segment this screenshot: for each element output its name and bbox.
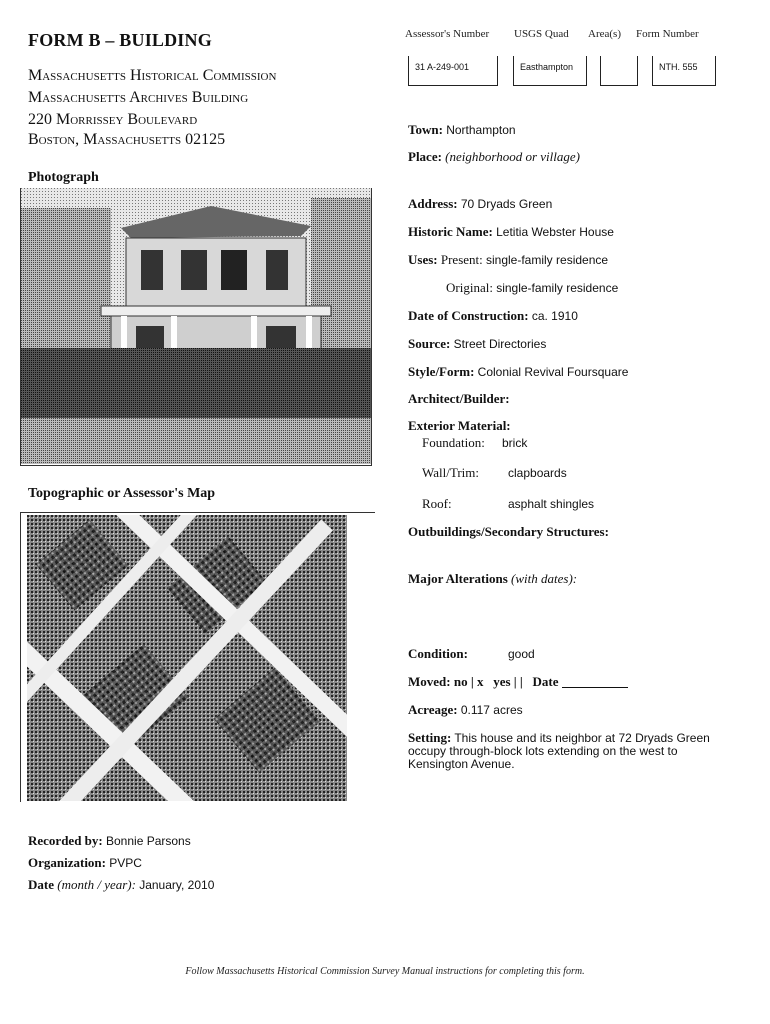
exterior-material-field	[408, 418, 511, 434]
architect-label: Architect/Builder:	[408, 391, 510, 406]
address-label: Address:	[408, 196, 458, 211]
major-alterations-hint: (with dates):	[511, 571, 578, 586]
photograph-frame	[20, 188, 372, 466]
assessor-number-label: Assessor's Number	[405, 28, 490, 40]
city-state-zip: Boston, Massachusetts 02125	[28, 131, 226, 148]
date-construction-value: ca. 1910	[531, 309, 578, 323]
aerial-map	[27, 515, 347, 801]
commission-name: Massachusetts Historical Commission	[28, 67, 277, 84]
archives-building: Massachusetts Archives Building	[28, 89, 249, 106]
footer-instructions: Follow Massachusetts Historical Commission Survey Manual instructions for completing this form.	[185, 966, 585, 977]
date-construction-label: Date of Construction:	[408, 308, 529, 323]
organization-field	[28, 855, 142, 871]
place-hint: (neighborhood or village)	[445, 149, 580, 164]
area-label: Area(s)	[588, 28, 621, 40]
place-field	[408, 149, 580, 165]
record-date-field	[28, 877, 214, 893]
roof-value: asphalt shingles	[508, 497, 595, 511]
source-label: Source:	[408, 336, 451, 351]
acreage-value: 0.117 acres	[460, 703, 523, 717]
uses-label: Uses:	[408, 252, 438, 267]
place-label: Place:	[408, 149, 442, 164]
town-label: Town:	[408, 122, 443, 137]
street-address: 220 Morrissey Boulevard	[28, 111, 198, 128]
condition-label: Condition:	[408, 646, 468, 661]
town-field	[408, 122, 516, 138]
usgs-quad-label: USGS Quad	[514, 28, 569, 40]
organization-value: PVPC	[109, 856, 142, 870]
acreage-field	[408, 702, 523, 718]
recorded-by-label: Recorded by:	[28, 833, 103, 848]
architect-field	[408, 391, 510, 407]
map-heading: Topographic or Assessor's Map	[28, 486, 216, 501]
acreage-label: Acreage:	[408, 702, 458, 717]
exterior-material-label: Exterior Material:	[408, 418, 511, 433]
setting-field	[408, 731, 738, 771]
major-alterations-label: Major Alterations	[408, 571, 508, 586]
setting-label: Setting:	[408, 730, 452, 745]
photograph-heading: Photograph	[28, 170, 99, 185]
historic-name-label: Historic Name:	[408, 224, 493, 239]
historic-name-value: Letitia Webster House	[496, 225, 614, 239]
outbuildings-field	[408, 524, 609, 540]
source-value: Street Directories	[453, 337, 547, 351]
house-photograph	[21, 188, 371, 464]
moved-date-line	[562, 687, 628, 688]
foundation-field	[422, 435, 527, 451]
form-number-label: Form Number	[636, 28, 699, 40]
town-value: Northampton	[446, 123, 516, 137]
style-form-field	[408, 364, 628, 380]
record-date-label: Date	[28, 877, 54, 892]
setting-value: This house and its neighbor at 72 Dryads Green occupy through-block lots extending on the west to Kensington Avenue.	[408, 731, 710, 771]
form-title: FORM B – BUILDING	[28, 30, 212, 50]
style-form-label: Style/Form:	[408, 364, 475, 379]
wall-trim-label: Wall/Trim:	[422, 465, 479, 480]
roof-field	[422, 496, 594, 512]
organization-label: Organization:	[28, 855, 106, 870]
address-field	[408, 196, 552, 212]
form-number-box: NTH. 555	[652, 56, 716, 86]
roof-label: Roof:	[422, 496, 452, 511]
foundation-label: Foundation:	[422, 435, 485, 450]
record-date-hint: (month / year):	[57, 877, 136, 892]
outbuildings-label: Outbuildings/Secondary Structures:	[408, 524, 609, 539]
original-label: Original:	[446, 280, 493, 295]
moved-label: Moved:	[408, 674, 451, 689]
wall-trim-field	[422, 465, 567, 481]
style-form-value: Colonial Revival Foursquare	[477, 365, 629, 379]
date-construction-field	[408, 308, 578, 324]
area-box	[600, 56, 638, 86]
condition-value: good	[508, 647, 535, 661]
major-alterations-field	[408, 571, 577, 587]
wall-trim-value: clapboards	[508, 466, 567, 480]
present-label: Present:	[440, 252, 483, 267]
moved-field	[408, 674, 628, 690]
foundation-value: brick	[502, 436, 528, 450]
source-field	[408, 336, 546, 352]
map-frame	[20, 512, 375, 802]
condition-field	[408, 646, 535, 662]
uses-original-field	[446, 280, 618, 296]
original-value: single-family residence	[496, 281, 619, 295]
historic-name-field	[408, 224, 614, 240]
moved-date-label: Date	[532, 674, 559, 689]
moved-yes: yes | |	[493, 674, 523, 689]
present-value: single-family residence	[486, 253, 609, 267]
address-value: 70 Dryads Green	[460, 197, 553, 211]
usgs-quad-box: Easthampton	[513, 56, 587, 86]
moved-no: no | x	[453, 674, 484, 689]
recorded-by-field	[28, 833, 191, 849]
uses-present-field	[408, 252, 608, 268]
record-date-value: January, 2010	[139, 878, 215, 892]
recorded-by-value: Bonnie Parsons	[106, 834, 191, 848]
assessor-number-box: 31 A-249-001	[408, 56, 498, 86]
